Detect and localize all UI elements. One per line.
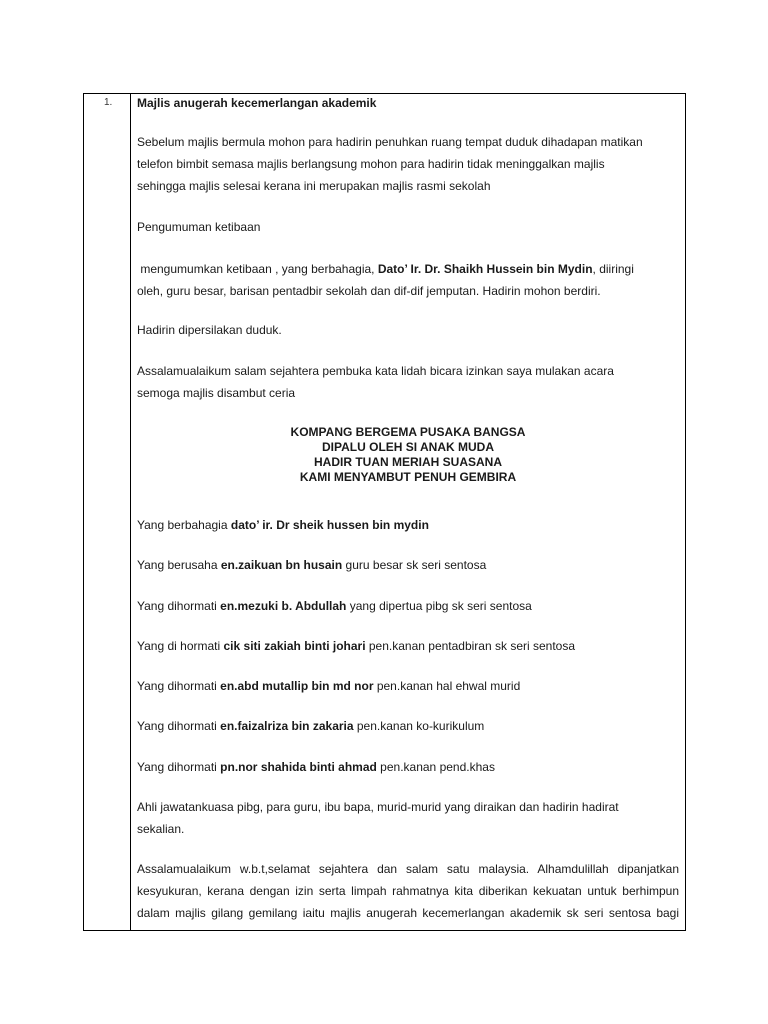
greeting-name: dato’ ir. Dr sheik hussen bin mydin <box>230 518 429 532</box>
pantun-line-2: DIPALU OLEH SI ANAK MUDA <box>322 440 494 454</box>
greeting-suffix: guru besar sk seri sentosa <box>342 558 487 572</box>
script-table <box>83 93 686 931</box>
number-column <box>84 94 131 930</box>
intro-line-3: sehingga majlis selesai kerana ini merupakan majlis rasmi sekolah <box>137 179 491 193</box>
greeting-suffix: pen.kanan ko-kurikulum <box>353 719 485 733</box>
greeting-suffix: pen.kanan pend.khas <box>376 760 495 774</box>
arrival-prefix: mengumumkan ketibaan , yang berbahagia, <box>137 262 378 276</box>
greeting-prefix: Yang dihormati <box>137 760 221 774</box>
greeting-prefix: Yang dihormati <box>137 599 221 613</box>
greeting-prefix: Yang dihormati <box>137 679 221 693</box>
committee-line-1: Ahli jawatankuasa pibg, para guru, ibu bapa, murid-murid yang diraikan dan hadirin hadirat <box>137 800 619 814</box>
arrival-line-2: oleh, guru besar, barisan pentadbir sekolah dan dif-dif jemputan. Hadirin mohon berdiri. <box>137 284 601 298</box>
greeting-suffix: pen.kanan pentadbiran sk seri sentosa <box>365 639 576 653</box>
intro-line-1: Sebelum majlis bermula mohon para hadirin penuhkan ruang tempat duduk dihadapan matikan <box>137 135 643 149</box>
greeting-line <box>137 635 679 657</box>
closing-line-3: dalam majlis gilang gemilang iaitu majlis anugerah kecemerlangan akademik sk seri sentosa bagi <box>137 906 679 920</box>
greeting-prefix: Yang berbahagia <box>137 518 231 532</box>
greeting-name: cik siti zakiah binti johari <box>223 639 366 653</box>
greeting-line <box>137 554 679 576</box>
vip-name: Dato’ Ir. Dr. Shaikh Hussein bin Mydin <box>377 262 593 276</box>
greeting-line <box>137 514 679 536</box>
greeting-prefix: Yang berusaha <box>137 558 221 572</box>
opening-line-1: Assalamualaikum salam sejahtera pembuka kata lidah bicara izinkan saya mulakan acara <box>137 364 614 378</box>
greeting-line <box>137 595 679 617</box>
pantun-verse <box>131 425 685 485</box>
arrival-suffix: , diiringi <box>592 262 634 276</box>
greeting-name: en.abd mutallip bin md nor <box>220 679 374 693</box>
greeting-prefix: Yang di hormati <box>137 639 224 653</box>
content-column <box>131 94 685 930</box>
pantun-line-4: KAMI MENYAMBUT PENUH GEMBIRA <box>299 470 517 484</box>
closing-line-2: kesyukuran, kerana dengan izin serta limpah rahmatnya kita diberikan kekuatan untuk berhimpun <box>137 884 679 898</box>
committee-line-2: sekalian. <box>137 822 185 836</box>
intro-line-2: telefon bimbit semasa majlis berlangsung mohon para hadirin tidak meninggalkan majlis <box>137 157 605 171</box>
pantun-line-3: HADIR TUAN MERIAH SUASANA <box>314 455 502 469</box>
greeting-line <box>137 756 679 778</box>
greeting-name: pn.nor shahida binti ahmad <box>220 760 377 774</box>
announcement-title: Pengumuman ketibaan <box>137 220 261 234</box>
greeting-name: en.zaikuan bn husain <box>220 558 343 572</box>
greeting-prefix: Yang dihormati <box>137 719 221 733</box>
greeting-line <box>137 715 679 737</box>
section-heading: Majlis anugerah kecemerlangan akademik <box>137 96 377 110</box>
closing-line-1: Assalamualaikum w.b.t,selamat sejahtera dan salam satu malaysia. Alhamdulillah dipanjatkan <box>137 862 679 876</box>
greeting-suffix: yang dipertua pibg sk seri sentosa <box>346 599 532 613</box>
greeting-name: en.mezuki b. Abdullah <box>220 599 347 613</box>
opening-line-2: semoga majlis disambut ceria <box>137 386 296 400</box>
greeting-name: en.faizalriza bin zakaria <box>220 719 354 733</box>
greeting-suffix: pen.kanan hal ehwal murid <box>373 679 521 693</box>
pantun-line-1: KOMPANG BERGEMA PUSAKA BANGSA <box>290 425 526 439</box>
arrival-line-1 <box>137 258 679 280</box>
seated-line: Hadirin dipersilakan duduk. <box>137 323 282 337</box>
item-number: 1. <box>104 97 113 108</box>
greeting-line <box>137 675 679 697</box>
